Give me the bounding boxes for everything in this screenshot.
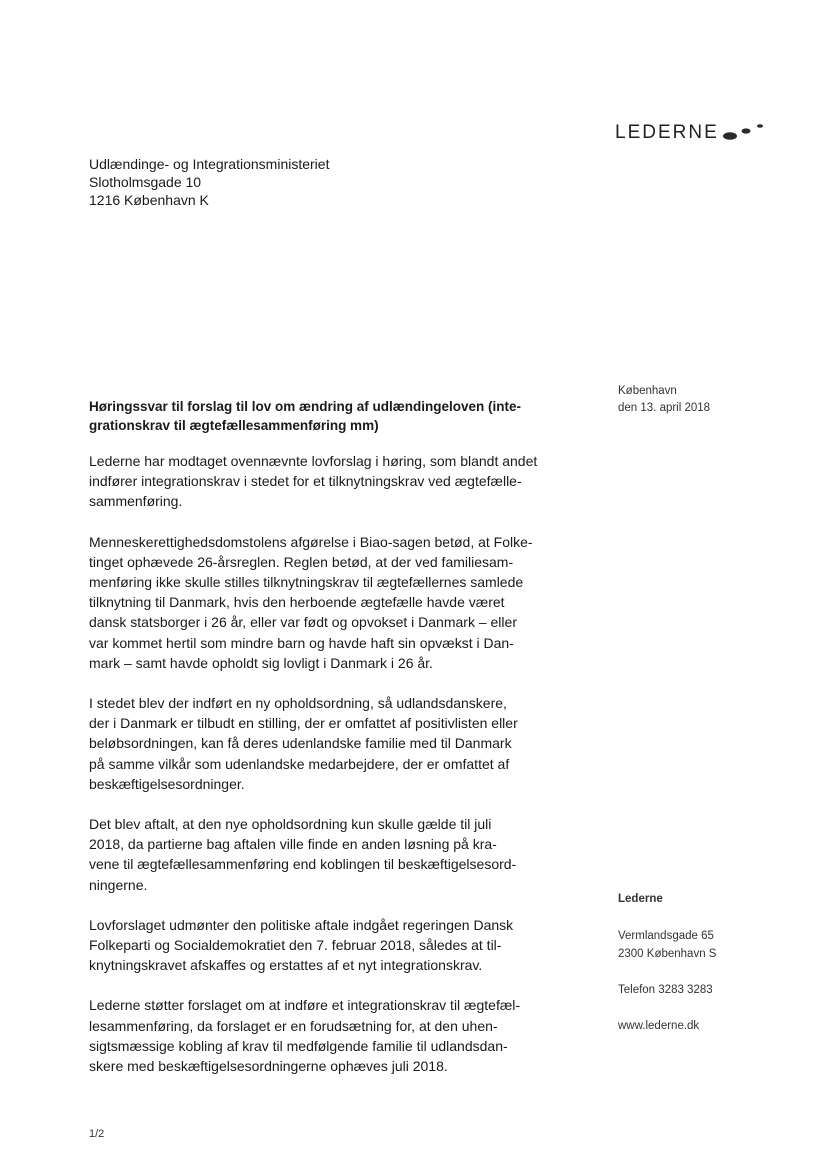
subject-heading [89, 397, 559, 435]
text-line: Menneskerettighedsdomstolens afgørelse i Biao-sagen betød, at Folke- [89, 533, 533, 550]
recipient-name: Udlændinge- og Integrationsministeriet [89, 156, 330, 172]
text-line: dansk statsborger i 26 år, eller var født og opvokset i Danmark – eller [89, 614, 517, 631]
text-line: Det blev aftalt, at den nye opholdsordning kun skulle gælde til juli [89, 816, 492, 833]
recipient-city: 1216 København K [89, 192, 209, 208]
paragraph [89, 693, 564, 794]
logo-text: LEDERNE [615, 122, 719, 143]
text-line: indfører integrationskrav i stedet for et tilknytningskrav ved ægtefælle- [89, 473, 522, 490]
sender-website-link[interactable]: www.lederne.dk [618, 1020, 700, 1032]
text-line: menføring ikke skulle stilles tilknytningskrav til ægtefællernes samlede [89, 574, 524, 591]
text-line: 2018, da partierne bag aftalen ville finde en anden løsning på kra- [89, 836, 497, 853]
sender-company: Lederne [618, 893, 663, 905]
text-line: beløbsordningen, kan få deres udenlandske familie med til Danmark [89, 735, 512, 752]
logo-dots-icon [721, 118, 771, 142]
paragraph [89, 814, 564, 895]
text-line: Folkeparti og Socialdemokratiet den 7. februar 2018, således at til- [89, 937, 502, 954]
letter-body [89, 451, 564, 1096]
text-line: ningerne. [89, 876, 148, 893]
subject-line: Høringssvar til forslag til lov om ændring af udlændingeloven (inte- [89, 399, 522, 414]
recipient-street: Slotholmsgade 10 [89, 174, 202, 190]
text-line: mark – samt havde opholdt sig lovligt i Danmark i 26 år. [89, 654, 433, 671]
sender-city: 2300 København S [618, 948, 717, 960]
page-number: 1/2 [89, 1128, 105, 1140]
text-line: beskæftigelsesordninger. [89, 775, 245, 792]
text-line: lesammenføring, da forslaget er en forudsætning for, at den uhen- [89, 1017, 498, 1034]
recipient-address [89, 155, 329, 209]
dateline [618, 383, 710, 417]
text-line: sammenføring. [89, 493, 183, 510]
sender-street: Vermlandsgade 65 [618, 930, 714, 942]
text-line: sigtsmæssige kobling af krav til medfølgende familie til udlandsdan- [89, 1037, 508, 1054]
text-line: knytningskravet afskaffes og erstattes af et nyt integrationskrav. [89, 957, 483, 974]
dateline-date: den 13. april 2018 [618, 402, 711, 414]
text-line: der i Danmark er tilbudt en stilling, der er omfattet af positivlisten eller [89, 715, 518, 732]
text-line: vene til ægtefællesammenføring end koblingen til beskæftigelsesord- [89, 856, 517, 873]
text-line: tilknytning til Danmark, hvis den herboende ægtefælle havde været [89, 594, 505, 611]
paragraph [89, 532, 564, 673]
text-line: skere med beskæftigelsesordningerne ophæves juli 2018. [89, 1058, 448, 1075]
subject-line: grationskrav til ægtefællesammenføring mm) [89, 418, 379, 433]
sender-phone: Telefon 3283 3283 [618, 984, 713, 996]
text-line: I stedet blev der indført en ny opholdsordning, så udlandsdanskere, [89, 695, 507, 712]
text-line: tinget ophævede 26-årsreglen. Reglen betød, at der ved familiesam- [89, 553, 514, 570]
paragraph [89, 995, 564, 1076]
text-line: var kommet hertil som mindre barn og havde haft sin opvækst i Dan- [89, 634, 514, 651]
dateline-place: København [618, 385, 677, 397]
paragraph [89, 451, 564, 512]
text-line: Lovforslaget udmønter den politiske aftale indgået regeringen Dansk [89, 916, 514, 933]
text-line: Lederne støtter forslaget om at indføre et integrationskrav til ægtefæl- [89, 997, 521, 1014]
text-line: Lederne har modtaget ovennævnte lovforslag i høring, som blandt andet [89, 453, 538, 469]
text-line: på samme vilkår som udenlandske medarbejdere, der er omfattet af [89, 755, 510, 772]
paragraph [89, 915, 564, 976]
lederne-logo [615, 118, 771, 142]
